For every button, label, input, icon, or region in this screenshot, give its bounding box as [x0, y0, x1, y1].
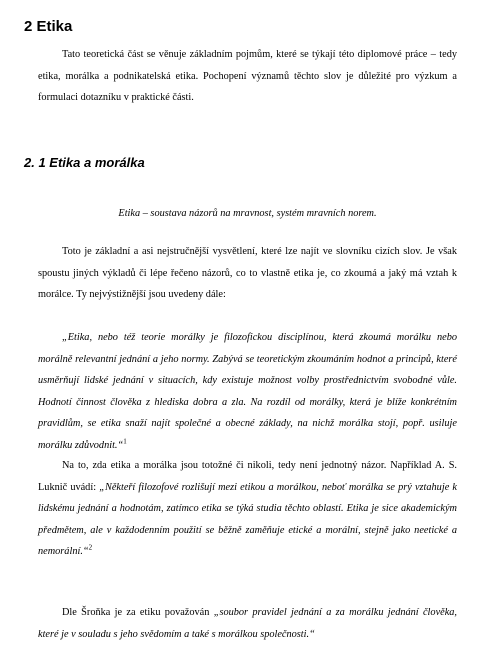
paragraph-2-text: Na to, zda etika a morálka jsou totožné či nikoli, tedy není jednotný názor. Například A. S. Luknič uvádí:: [38, 460, 457, 493]
paragraph-1: Toto je základní a asi nejstručnější vysvětlení, které lze najít ve slovníku cizích slov. Je však spoustu jiných výkladů či lépe řečeno názorů, co to vlastně etika je, co zkoumá a jaký má vztah k morálce. Ty nejvýstižnější jsou uvedeny dále:: [38, 246, 457, 300]
paragraph-3-text: Dle Šroňka je za etiku považován: [62, 607, 214, 618]
quote-3-text: „soubor pravidel jednání a za morálku jednání člověka, které je v souladu s jeho svědomím a také s morálkou společnosti.“: [38, 607, 458, 640]
footnote-ref-1: 1: [123, 437, 127, 446]
footnote-ref-2: 2: [88, 543, 93, 552]
chapter-heading: 2 Etika: [24, 18, 73, 35]
quote-paragraph-1: [38, 327, 457, 456]
definition-line: Etika – soustava názorů na mravnost, systém mravních norem.: [118, 208, 377, 219]
paragraph-2: [38, 455, 457, 563]
paragraph-3: [38, 602, 457, 645]
section-heading: 2. 1 Etika a morálka: [24, 155, 145, 170]
quote-2-text: „Někteří filozofové rozlišují mezi etikou a morálkou, neboť morálka se prý vztahuje k lidskému jednání a hodnotám, zatímco etika se týká studia těchto oblastí. Etika je sice akademickým předmětem, ale v každodenním použití se běžně zaměňuje etické a morální, stejně jako neetické a nemorální.“: [38, 481, 457, 557]
intro-paragraph: Tato teoretická část se věnuje základním pojmům, které se týkají této diplomové práce – tedy etika, morálka a podnikatelská etika. Pochopení významů těchto slov je důležité pro výzkum a formulaci dotazníku v praktické části.: [38, 49, 457, 103]
quote-1-text: „Etika, nebo též teorie morálky je filozofickou disciplínou, která zkoumá morálku nebo morálně relevantní jednání a jeho normy. Zabývá se teoretickým zkoumáním hodnot a principů, které usměrňují lidské jednání v situacích, kdy existuje možnost volby prostřednictvím svobodné vůle. Hodnotí činnost člověka z hlediska dobra a zla. Na rozdíl od morálky, která je blíže konkrétním pravidlům, se etika snaží najít společné a obecné základy, na nichž morálka stojí, popř. usiluje morálku zdůvodnit.“: [38, 332, 457, 451]
